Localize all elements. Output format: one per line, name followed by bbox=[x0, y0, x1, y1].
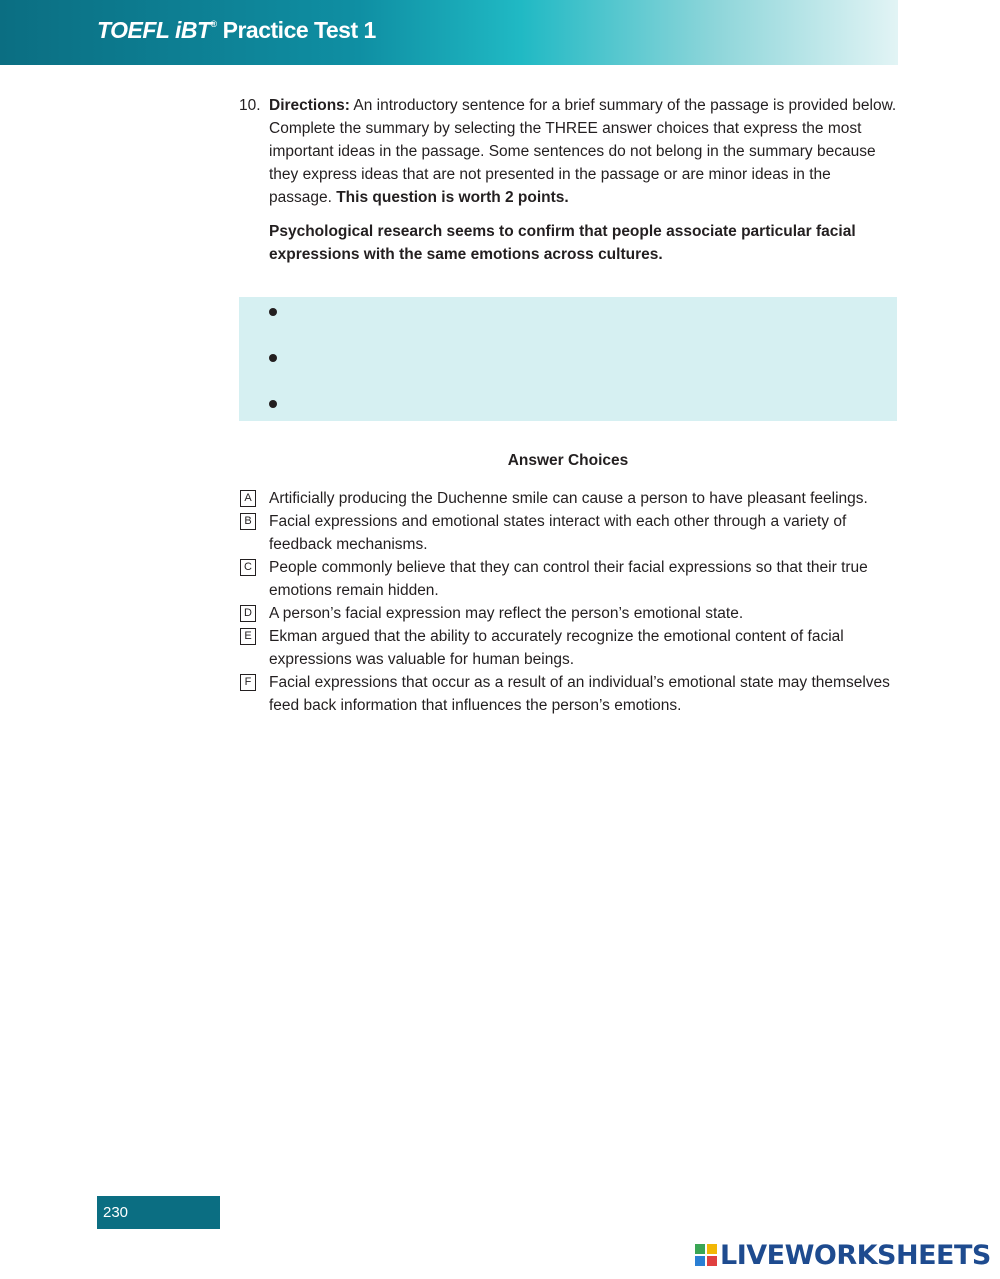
answer-choice-e[interactable] bbox=[239, 625, 899, 671]
answer-choices-heading: Answer Choices bbox=[507, 452, 629, 469]
choice-letter-box: A bbox=[240, 490, 256, 507]
choice-letter-box: C bbox=[240, 559, 256, 576]
answer-choice-d[interactable] bbox=[239, 602, 899, 625]
summary-slot-1[interactable] bbox=[269, 308, 277, 316]
choice-letter-box: E bbox=[240, 628, 256, 645]
choice-text: Ekman argued that the ability to accurately recognize the emotional content of facial expressions was valuable for human beings. bbox=[269, 628, 844, 668]
header-title bbox=[97, 17, 376, 44]
summary-intro-sentence: Psychological research seems to confirm that people associate particular facial expressions with the same emotions across cultures. bbox=[269, 223, 856, 263]
directions-label: Directions: bbox=[269, 97, 350, 114]
question-directions bbox=[269, 94, 897, 209]
question-block bbox=[239, 94, 897, 209]
page-header bbox=[0, 0, 898, 65]
answer-choice-c[interactable] bbox=[239, 556, 899, 602]
answer-choices-list bbox=[239, 487, 899, 717]
summary-slot-2[interactable] bbox=[269, 354, 277, 362]
summary-slot-3[interactable] bbox=[269, 400, 277, 408]
liveworksheets-watermark bbox=[695, 1237, 991, 1273]
registered-mark: ® bbox=[210, 19, 217, 29]
header-test-title: Practice Test 1 bbox=[222, 17, 376, 43]
choice-letter-box: F bbox=[240, 674, 256, 691]
liveworksheets-logo-icon bbox=[695, 1244, 717, 1266]
choice-text: Facial expressions that occur as a result of an individual’s emotional state may themselves feed back information that influences the person’s emotions. bbox=[269, 674, 890, 714]
choice-text: Artificially producing the Duchenne smile can cause a person to have pleasant feelings. bbox=[269, 490, 868, 507]
choice-letter-box: D bbox=[240, 605, 256, 622]
directions-text: An introductory sentence for a brief summary of the passage is provided below. Complete the summary by selecting the THREE answer choices that express the most important ideas in the passage. Some sentences do not belong in the summary because they express ideas that are not presented in the passage or are minor ideas in the passage. bbox=[269, 97, 897, 206]
choice-text: Facial expressions and emotional states interact with each other through a variety of feedback mechanisms. bbox=[269, 513, 847, 553]
choice-text: People commonly believe that they can control their facial expressions so that their true emotions remain hidden. bbox=[269, 559, 868, 599]
watermark-text: LIVEWORKSHEETS bbox=[720, 1239, 991, 1271]
answer-choice-a[interactable] bbox=[239, 487, 899, 510]
answer-choice-b[interactable] bbox=[239, 510, 899, 556]
question-number: 10. bbox=[239, 97, 261, 114]
choice-letter-box: B bbox=[240, 513, 256, 530]
choice-text: A person’s facial expression may reflect the person’s emotional state. bbox=[269, 605, 744, 622]
page-number: 230 bbox=[97, 1196, 220, 1229]
points-text: This question is worth 2 points. bbox=[336, 189, 569, 206]
summary-answer-box[interactable] bbox=[239, 297, 897, 421]
answer-choice-f[interactable] bbox=[239, 671, 899, 717]
header-brand: TOEFL iBT bbox=[97, 17, 211, 43]
